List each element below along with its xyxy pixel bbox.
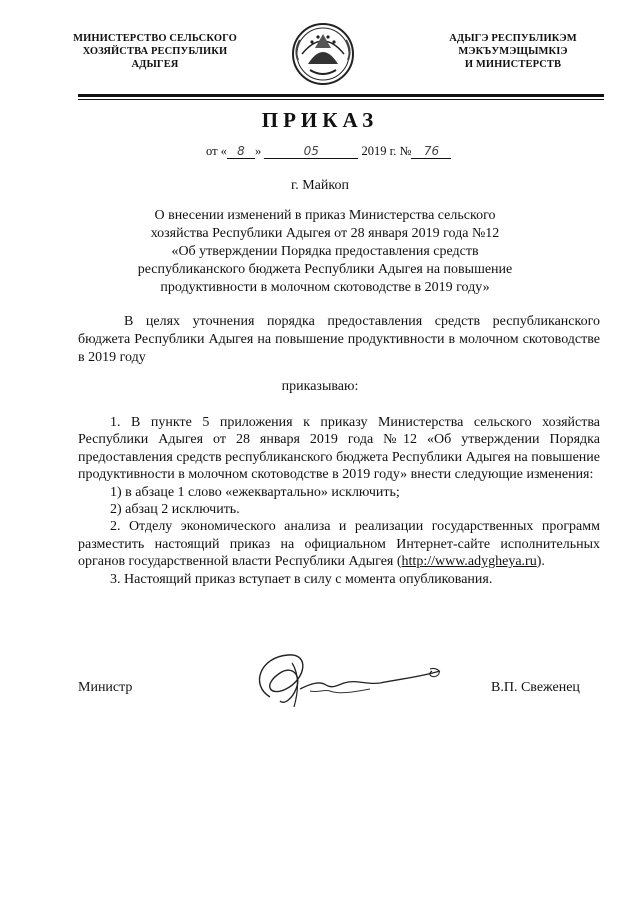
- clause-1: 1. В пункте 5 приложения к приказу Министерства сельского хозяйства Республики Адыгея от 28 января 2019 года №12 «Об утверждении Порядка предоставления средств республиканского бюджета Республики Адыгея на повышение продуктивности в молочном скотоводстве в 2019 году» внести следующие изменения:: [78, 415, 600, 483]
- subject-line: хозяйства Республики Адыгея от 28 января 2019 года №12: [150, 226, 500, 241]
- clause-1-subitem-2: 2) абзац 2 исключить.: [110, 502, 240, 518]
- clause-2-close: ).: [536, 554, 545, 570]
- subject-line: республиканского бюджета Республики Адыгея на повышение: [137, 262, 513, 277]
- document-title: ПРИКАЗ: [261, 108, 379, 132]
- clause-1-subitem-1: 1) в абзаце 1 слово «ежеквартально» исключить;: [110, 484, 400, 500]
- header-divider-thin: [78, 99, 604, 100]
- ministry-name-line: АДЫГЭ РЕСПУБЛИКЭМ: [449, 33, 577, 44]
- ministry-name-line: И МИНИСТЕРСТВ: [464, 59, 562, 70]
- clause-2-open: (: [396, 554, 402, 570]
- website-link[interactable]: http://www.adygheya.ru: [401, 554, 537, 570]
- header-divider-thick: [78, 94, 604, 97]
- order-body: [78, 414, 600, 588]
- subject-line: продуктивности в молочном скотоводстве в 2019 году»: [160, 280, 490, 295]
- subject-line: О внесении изменений в приказ Министерства сельского: [154, 208, 496, 223]
- number-label: №: [399, 144, 412, 158]
- order-date-number: [206, 144, 451, 159]
- subject-line: «Об утверждении Порядка предоставления средств: [171, 244, 479, 259]
- ministry-name-line: МИНИСТЕРСТВО СЕЛЬСКОГО: [73, 33, 237, 44]
- date-year: 2019 г.: [361, 144, 397, 158]
- handwritten-signature: [240, 645, 460, 715]
- date-mid: »: [254, 144, 262, 158]
- order-subject: [120, 207, 530, 297]
- signatory-role: Министр: [78, 680, 133, 695]
- clause-2: [78, 518, 600, 570]
- ministry-name-line: АДЫГЕЯ: [131, 59, 179, 70]
- date-month: 05: [264, 144, 358, 159]
- city-line: г. Майкоп: [291, 178, 349, 193]
- order-number: 76: [411, 144, 451, 159]
- ministry-name-line: МЭКЪУМЭЩЫМКIЭ: [458, 46, 568, 57]
- ministry-name-russian: [60, 32, 250, 71]
- clause-3: 3. Настоящий приказ вступает в силу с момента опубликования.: [110, 571, 493, 587]
- date-day: 8: [227, 144, 255, 159]
- date-prefix: от «: [206, 144, 227, 158]
- decree-word: приказываю:: [281, 379, 359, 394]
- ministry-name-adyghe: [418, 32, 608, 71]
- preamble-paragraph: В целях уточнения порядка предоставления средств республиканского бюджета Республики Адыгея на повышение продуктивности в молочном скотоводстве в 2019 году: [78, 314, 600, 365]
- clause-2-text: 2. Отделу экономического анализа и реализации государственных программ разместить настоящий приказ на официальном Интернет-сайте исполнительных органов государственной власти Республики Адыгея: [78, 519, 600, 570]
- ministry-name-line: ХОЗЯЙСТВА РЕСПУБЛИКИ: [82, 46, 228, 57]
- signatory-name: В.П. Свеженец: [491, 680, 580, 695]
- state-emblem-icon: [288, 20, 358, 86]
